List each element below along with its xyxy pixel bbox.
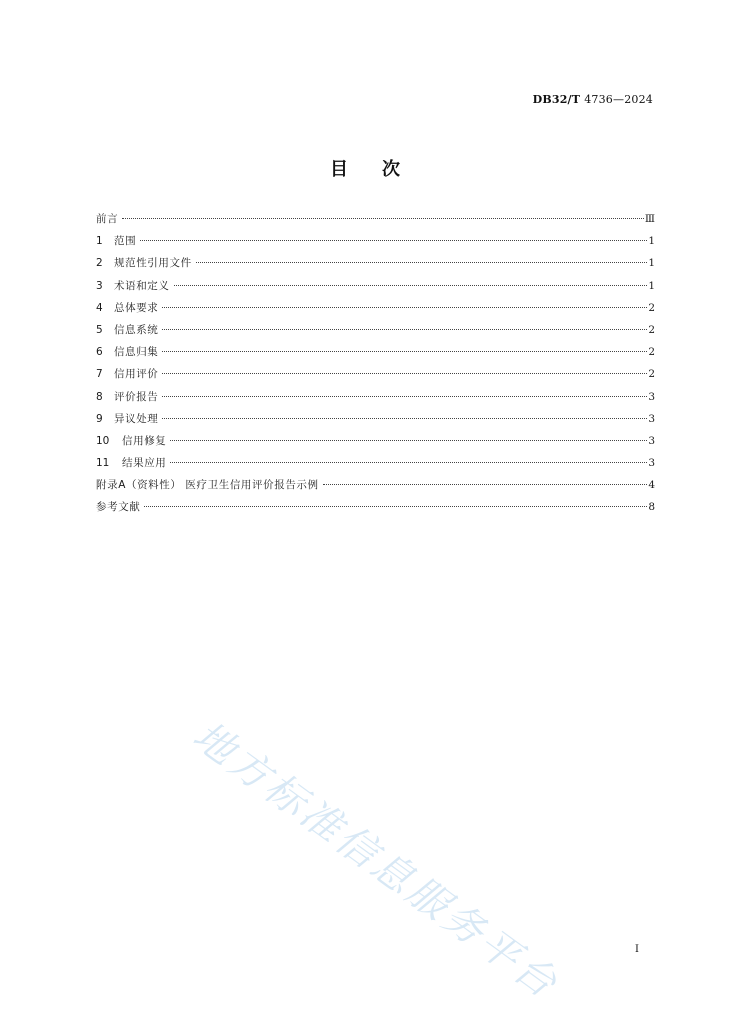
toc-entry-page: 1 — [648, 257, 655, 270]
toc-entry[interactable] — [96, 455, 655, 477]
toc-entry-page: Ⅲ — [644, 213, 655, 225]
toc-dot-leader — [196, 262, 648, 263]
toc-entry[interactable] — [96, 366, 655, 388]
toc-dot-leader — [162, 307, 647, 308]
toc-entry[interactable] — [96, 389, 655, 411]
toc-entry-page: 4 — [648, 479, 655, 492]
toc-entry-page: 2 — [648, 368, 655, 381]
toc-entry-number: 11 — [96, 457, 110, 470]
toc-dot-leader — [170, 440, 647, 441]
toc-entry[interactable] — [96, 300, 655, 322]
toc-entry-page: 1 — [648, 279, 655, 292]
toc-entry-number: 6 — [96, 346, 103, 359]
toc-entry-label: 异议处理 — [114, 412, 159, 425]
watermark: 地方标准信息服务平台 — [184, 712, 568, 1009]
toc-entry-label: 信用评价 — [114, 368, 159, 381]
toc-entry[interactable] — [96, 433, 655, 455]
standard-code — [533, 93, 653, 106]
toc-entry-page: 2 — [648, 323, 655, 336]
toc-entry[interactable] — [96, 233, 655, 255]
toc-entry-number: 4 — [96, 301, 103, 314]
toc-entry[interactable] — [96, 255, 655, 277]
toc-entry[interactable] — [96, 322, 655, 344]
toc-dot-leader — [162, 351, 647, 352]
toc-dot-leader — [162, 329, 647, 330]
toc-entry-number: 10 — [96, 434, 110, 447]
standard-code-number: 4736—2024 — [584, 93, 653, 106]
page-title — [0, 155, 730, 181]
table-of-contents — [96, 211, 655, 522]
toc-entry-page: 8 — [648, 501, 655, 514]
toc-entry[interactable] — [96, 344, 655, 366]
toc-entry-page: 3 — [648, 434, 655, 447]
toc-entry-page: 2 — [648, 301, 655, 314]
toc-entry-label: 参考文献 — [96, 501, 141, 514]
toc-entry-number: 7 — [96, 368, 103, 381]
toc-entry-number: 8 — [96, 390, 103, 403]
toc-entry-number: 3 — [96, 279, 103, 292]
toc-entry-page: 3 — [648, 390, 655, 403]
toc-entry[interactable] — [96, 499, 655, 521]
toc-entry-label: 前言 — [96, 213, 119, 225]
toc-entry-label: 评价报告 — [114, 390, 159, 403]
toc-entry-page: 3 — [648, 412, 655, 425]
toc-entry-number: 2 — [96, 257, 103, 270]
toc-entry-label: 信息归集 — [114, 346, 159, 359]
toc-entry-label: 结果应用 — [122, 457, 167, 470]
page-number: I — [635, 944, 639, 955]
toc-dot-leader — [170, 462, 647, 463]
toc-dot-leader — [140, 240, 647, 241]
title-char-1: 目 — [330, 159, 348, 180]
toc-dot-leader — [174, 285, 648, 286]
toc-entry-page: 3 — [648, 457, 655, 470]
toc-entry-page: 1 — [648, 235, 655, 248]
toc-entry-label: 信息系统 — [114, 323, 159, 336]
toc-dot-leader — [162, 373, 647, 374]
toc-entry-number: 9 — [96, 412, 103, 425]
toc-dot-leader — [122, 218, 644, 219]
toc-entry-number: 5 — [96, 323, 103, 336]
toc-entry-page: 2 — [648, 346, 655, 359]
toc-entry-label: 术语和定义 — [114, 279, 170, 292]
toc-entry[interactable] — [96, 411, 655, 433]
toc-entry[interactable] — [96, 278, 655, 300]
toc-entry-label: 附录A（资料性） 医疗卫生信用评价报告示例 — [96, 479, 319, 492]
toc-entry-number: 1 — [96, 235, 103, 248]
toc-entry-label: 信用修复 — [122, 434, 167, 447]
title-char-2: 次 — [382, 159, 400, 180]
toc-dot-leader — [162, 418, 647, 419]
toc-entry[interactable] — [96, 211, 655, 233]
toc-entry-label: 范围 — [114, 235, 137, 248]
toc-dot-leader — [144, 506, 647, 507]
toc-dot-leader — [162, 396, 647, 397]
toc-entry[interactable] — [96, 477, 655, 499]
standard-code-prefix: DB32/T — [532, 93, 581, 106]
toc-entry-label: 总体要求 — [114, 301, 159, 314]
toc-dot-leader — [323, 484, 648, 485]
toc-entry-label: 规范性引用文件 — [114, 257, 192, 270]
